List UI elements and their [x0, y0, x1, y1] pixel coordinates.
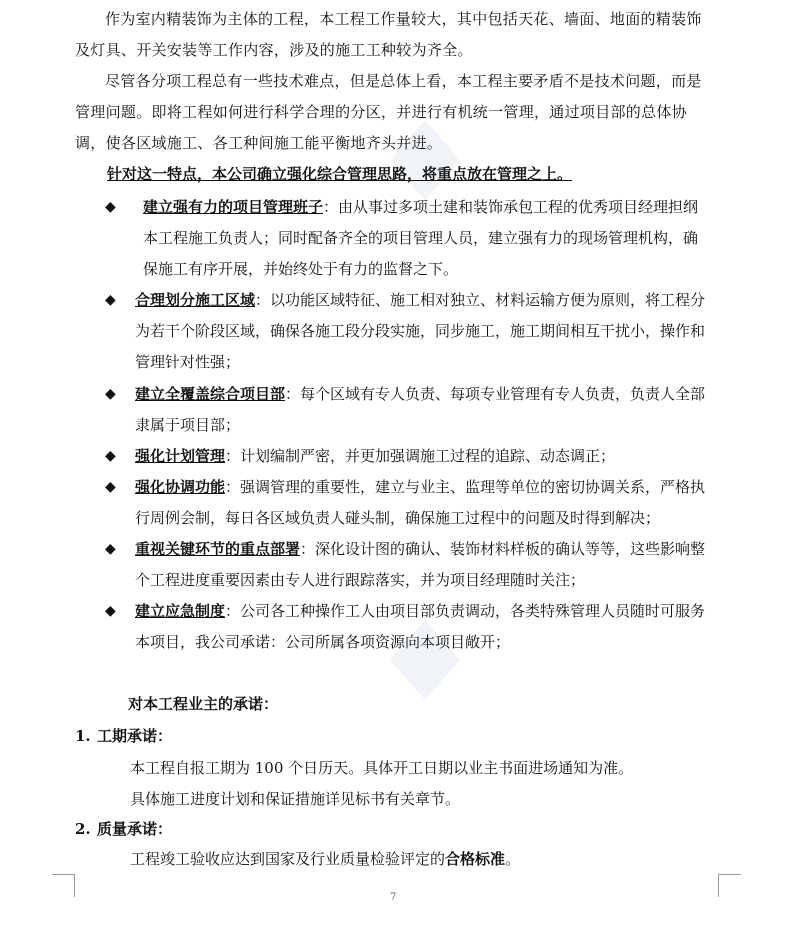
bullet-heading: 建立应急制度 [135, 602, 226, 620]
numbered-item-2 [75, 815, 172, 843]
promise-heading: 对本工程业主的承诺： [128, 695, 279, 713]
item-number: 1. [75, 727, 91, 745]
bullet-heading: 强化计划管理 [135, 447, 226, 465]
bullet-body: ：深化设计图的确认、装饰材料样板的确认等等，这些影响整个工程进度重要因素由专人进行跟踪落实，并为项目经理随时关注； [135, 540, 706, 589]
bullet-heading: 重视关键环节的重点部署 [135, 540, 301, 558]
bullet-heading: 建立强有力的项目管理班子 [143, 198, 324, 216]
qualified-standard: 合格标准 [445, 850, 506, 868]
bullet-body: ：公司各工种操作工人由项目部负责调动，各类特殊管理人员随时可服务本项目，我公司承诺：公司所属各项资源向本项目敞开； [135, 602, 706, 651]
item-line [130, 845, 520, 873]
item-line-text: 工程竣工验收应达到国家及行业质量检验评定的 [130, 850, 446, 868]
page-corner-mark [52, 874, 75, 897]
item-line: 本工程自报工期为 100 个日历天。具体开工日期以业主书面进场通知为准。 [130, 759, 634, 777]
bullet-body: ：计划编制严密，并更加强调施工过程的追踪、动态调正； [225, 447, 616, 465]
diamond-bullet-icon: ◆ [105, 448, 116, 464]
emphasis-line: 针对这一特点，本公司确立强化综合管理思路，将重点放在管理之上。 [107, 165, 573, 183]
diamond-bullet-icon: ◆ [105, 479, 116, 495]
item-number: 2. [75, 820, 91, 838]
diamond-bullet-icon: ◆ [105, 541, 116, 557]
item-title: 质量承诺： [97, 820, 173, 838]
intro-paragraph-1: 作为室内精装饰为主体的工程，本工程工作量较大，其中包括天花、墙面、地面的精装饰及灯具、开关安装等工作内容，涉及的施工工种较为齐全。 [75, 10, 702, 59]
bullet-body: ：每个区域有专人负责、每项专业管理有专人负责，负责人全部隶属于项目部； [135, 385, 706, 434]
bullet-heading: 建立全覆盖综合项目部 [135, 385, 286, 403]
page-corner-mark [718, 874, 741, 897]
numbered-item-1 [75, 722, 172, 750]
bullet-heading: 强化协调功能 [135, 478, 226, 496]
diamond-bullet-icon: ◆ [105, 199, 116, 215]
item-line: 具体施工进度计划和保证措施详见标书有关章节。 [130, 790, 461, 808]
bullet-heading: 合理划分施工区域 [135, 291, 256, 309]
diamond-bullet-icon: ◆ [105, 603, 116, 619]
bullet-body: ：以功能区域特征、施工相对独立、材料运输方便为原则，将工程分为若干个阶段区域，确保各施工段分段实施，同步施工，施工期间相互干扰小，操作和管理针对性强； [135, 291, 706, 371]
intro-paragraph-2: 尽管各分项工程总有一些技术难点，但是总体上看，本工程主要矛盾不是技术问题，而是管理问题。即将工程如何进行科学合理的分区，并进行有机统一管理，通过项目部的总体协调，使各区域施工、各工种间施工能平衡地齐头并进。 [75, 72, 702, 152]
diamond-bullet-icon: ◆ [105, 386, 116, 402]
bullet-body: ：由从事过多项土建和装饰承包工程的优秀项目经理担纲本工程施工负责人；同时配备齐全的项目管理人员，建立强有力的现场管理机构，确保施工有序开展，并始终处于有力的监督之下。 [143, 198, 699, 278]
item-line-end: 。 [505, 850, 521, 868]
item-title: 工期承诺： [97, 727, 173, 745]
bullet-body: ：强调管理的重要性，建立与业主、监理等单位的密切协调关系，严格执行周例会制，每日各区域负责人碰头制，确保施工过程中的问题及时得到解决； [135, 478, 706, 527]
diamond-bullet-icon: ◆ [105, 292, 116, 308]
page-number: 7 [390, 892, 397, 903]
